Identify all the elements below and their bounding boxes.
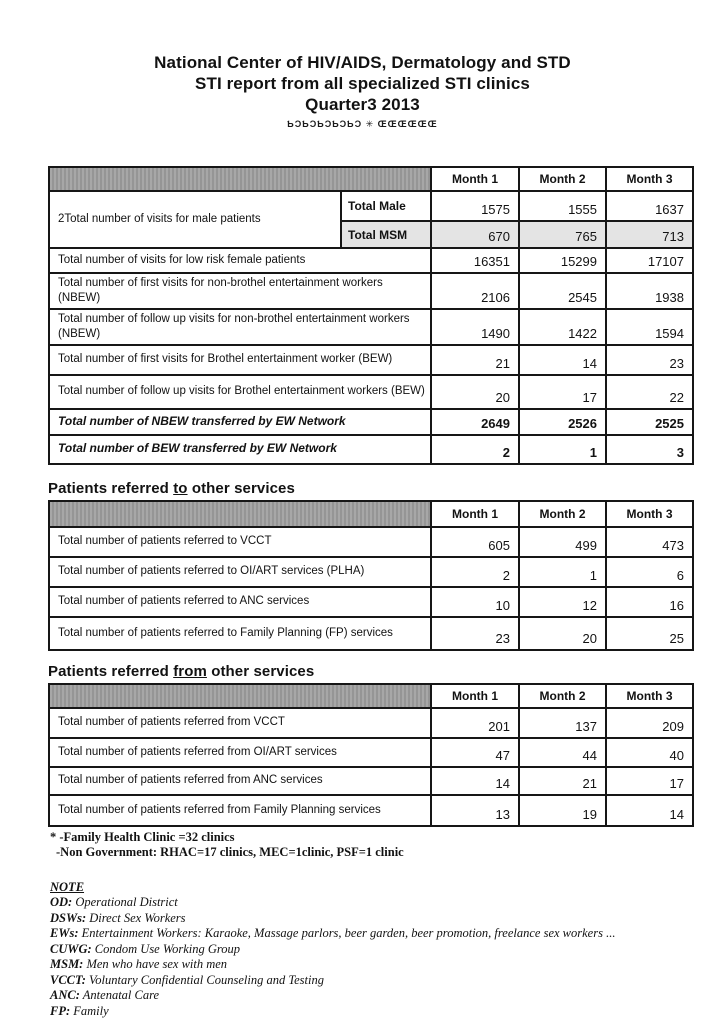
- column-header-month-2: Month 2: [519, 501, 606, 527]
- note-definition: Antenatal Care: [82, 988, 160, 1003]
- report-title-line-3: Quarter3 2013: [305, 95, 420, 114]
- cell-value: 23: [431, 617, 519, 650]
- cell-value: 16: [606, 587, 693, 617]
- sub-row-label: Total MSM: [341, 221, 431, 248]
- cell-value: 22: [606, 375, 693, 409]
- cell-value: 20: [519, 617, 606, 650]
- cell-value: 23: [606, 345, 693, 375]
- report-title-block: [0, 52, 725, 130]
- note-item: [50, 942, 725, 958]
- report-title-line-2: STI report from all specialized STI clinics: [195, 74, 530, 93]
- cell-value: 1555: [519, 191, 606, 221]
- cell-value: 25: [606, 617, 693, 650]
- heading-text: other services: [206, 662, 315, 680]
- note-term: VCCT:: [50, 972, 86, 987]
- cell-value: 3: [606, 435, 693, 464]
- cell-value: 10: [431, 587, 519, 617]
- cell-value: 12: [519, 587, 606, 617]
- column-header-month-3: Month 3: [606, 684, 693, 708]
- column-header-month-2: Month 2: [519, 684, 606, 708]
- cell-value: 1594: [606, 309, 693, 345]
- row-label: Total number of visits for low risk female patients: [49, 248, 431, 273]
- cell-value: 201: [431, 708, 519, 738]
- note-definition: Family: [73, 1003, 109, 1018]
- cell-value: 2525: [606, 409, 693, 435]
- row-label: Total number of patients referred to VCCT: [49, 527, 431, 557]
- cell-value: 17107: [606, 248, 693, 273]
- summary-row: [49, 435, 693, 464]
- note-item: [50, 895, 725, 911]
- section-heading-referred-to: [48, 480, 725, 497]
- note-item: [50, 988, 725, 1004]
- column-header-month-1: Month 1: [431, 167, 519, 191]
- heading-underlined-word: to: [173, 479, 188, 497]
- header-gray-band: [49, 501, 431, 527]
- table-row: [49, 273, 693, 309]
- cell-value: 2: [431, 557, 519, 587]
- sub-row-label: Total Male: [341, 191, 431, 221]
- table-row: [49, 191, 693, 221]
- visits-table: [48, 166, 694, 465]
- note-term: EWs:: [50, 926, 79, 941]
- section-heading-referred-from: [48, 663, 725, 680]
- table-header-row: [49, 167, 693, 191]
- note-term: DSWs:: [50, 910, 87, 925]
- row-label: Total number of patients referred to ANC services: [49, 587, 431, 617]
- referred-from-table: [48, 683, 694, 827]
- heading-underlined-word: from: [173, 662, 207, 680]
- cell-value: 670: [431, 221, 519, 248]
- table-row: [49, 738, 693, 767]
- cell-value: 2106: [431, 273, 519, 309]
- note-term: FP:: [50, 1003, 71, 1018]
- cell-value: 40: [606, 738, 693, 767]
- note-item: [50, 957, 725, 973]
- heading-text: Patients referred: [48, 662, 174, 680]
- note-term: CUWG:: [50, 941, 92, 956]
- cell-value: 14: [431, 767, 519, 795]
- header-gray-band: [49, 684, 431, 708]
- row-label: Total number of NBEW transferred by EW Network: [49, 409, 431, 435]
- row-label: Total number of follow up visits for Brothel entertainment workers (BEW): [49, 375, 431, 409]
- decorative-ornament: ƄƆƄƆƄƆƄƆƄƆ ✳ ŒŒŒŒŒŒ: [287, 119, 438, 129]
- cell-value: 137: [519, 708, 606, 738]
- notes-block: [50, 880, 725, 1020]
- cell-value: 6: [606, 557, 693, 587]
- table-header-row: [49, 501, 693, 527]
- cell-value: 2545: [519, 273, 606, 309]
- cell-value: 14: [519, 345, 606, 375]
- cell-value: 605: [431, 527, 519, 557]
- cell-value: 473: [606, 527, 693, 557]
- table-header-row: [49, 684, 693, 708]
- note-term: MSM:: [50, 957, 84, 972]
- cell-value: 1422: [519, 309, 606, 345]
- cell-value: 47: [431, 738, 519, 767]
- cell-value: 1490: [431, 309, 519, 345]
- table-row: [49, 617, 693, 650]
- notes-heading: NOTE: [50, 879, 85, 894]
- row-label: Total number of follow up visits for non-brothel entertainment workers (NBEW): [49, 309, 431, 345]
- table-row: [49, 587, 693, 617]
- row-label: Total number of first visits for non-brothel entertainment workers (NBEW): [49, 273, 431, 309]
- cell-value: 17: [519, 375, 606, 409]
- note-item: [50, 1004, 725, 1020]
- heading-text: Patients referred: [48, 479, 174, 497]
- table-row: [49, 527, 693, 557]
- table-row: [49, 248, 693, 273]
- cell-value: 15299: [519, 248, 606, 273]
- table-row: [49, 375, 693, 409]
- note-term: ANC:: [50, 988, 80, 1003]
- cell-value: 20: [431, 375, 519, 409]
- cell-value: 209: [606, 708, 693, 738]
- note-definition: Voluntary Confidential Counseling and Testing: [89, 972, 324, 987]
- cell-value: 44: [519, 738, 606, 767]
- note-item: [50, 926, 725, 942]
- cell-value: 19: [519, 795, 606, 826]
- cell-value: 13: [431, 795, 519, 826]
- note-item: [50, 911, 725, 927]
- column-header-month-1: Month 1: [431, 501, 519, 527]
- row-label: Total number of patients referred from OI/ART services: [49, 738, 431, 767]
- footnote-line-1: * -Family Health Clinic =32 clinics: [50, 829, 235, 844]
- cell-value: 21: [431, 345, 519, 375]
- column-header-month-2: Month 2: [519, 167, 606, 191]
- row-label: Total number of first visits for Brothel entertainment worker (BEW): [49, 345, 431, 375]
- report-title-line-1: National Center of HIV/AIDS, Dermatology and STD: [154, 53, 571, 72]
- summary-row: [49, 409, 693, 435]
- table-row: [49, 557, 693, 587]
- table-row: [49, 309, 693, 345]
- footnote: [50, 830, 725, 860]
- cell-value: 2649: [431, 409, 519, 435]
- row-label: 2Total number of visits for male patients: [49, 191, 341, 248]
- note-definition: Direct Sex Workers: [89, 910, 186, 925]
- cell-value: 1575: [431, 191, 519, 221]
- cell-value: 765: [519, 221, 606, 248]
- column-header-month-3: Month 3: [606, 501, 693, 527]
- cell-value: 21: [519, 767, 606, 795]
- cell-value: 713: [606, 221, 693, 248]
- row-label: Total number of patients referred to Family Planning (FP) services: [49, 617, 431, 650]
- cell-value: 14: [606, 795, 693, 826]
- row-label: Total number of patients referred from ANC services: [49, 767, 431, 795]
- cell-value: 1: [519, 557, 606, 587]
- table-row: [49, 795, 693, 826]
- referred-to-table: [48, 500, 694, 651]
- cell-value: 1637: [606, 191, 693, 221]
- column-header-month-1: Month 1: [431, 684, 519, 708]
- footnote-line-2: -Non Government: RHAC=17 clinics, MEC=1clinic, PSF=1 clinic: [56, 844, 404, 859]
- note-definition: Operational District: [75, 895, 178, 910]
- note-definition: Condom Use Working Group: [94, 941, 241, 956]
- cell-value: 1938: [606, 273, 693, 309]
- cell-value: 16351: [431, 248, 519, 273]
- column-header-month-3: Month 3: [606, 167, 693, 191]
- heading-text: other services: [187, 479, 295, 497]
- row-label: Total number of patients referred to OI/ART services (PLHA): [49, 557, 431, 587]
- cell-value: 2: [431, 435, 519, 464]
- row-label: Total number of patients referred from VCCT: [49, 708, 431, 738]
- note-term: OD:: [50, 895, 73, 910]
- row-label: Total number of patients referred from Family Planning services: [49, 795, 431, 826]
- cell-value: 17: [606, 767, 693, 795]
- header-gray-band: [49, 167, 431, 191]
- table-row: [49, 767, 693, 795]
- row-label: Total number of BEW transferred by EW Network: [49, 435, 431, 464]
- note-item: [50, 973, 725, 989]
- cell-value: 499: [519, 527, 606, 557]
- cell-value: 2526: [519, 409, 606, 435]
- note-definition: Men who have sex with men: [86, 957, 228, 972]
- table-row: [49, 345, 693, 375]
- cell-value: 1: [519, 435, 606, 464]
- note-definition: Entertainment Workers: Karaoke, Massage parlors, beer garden, beer promotion, freelance sex workers ...: [81, 926, 616, 941]
- table-row: [49, 708, 693, 738]
